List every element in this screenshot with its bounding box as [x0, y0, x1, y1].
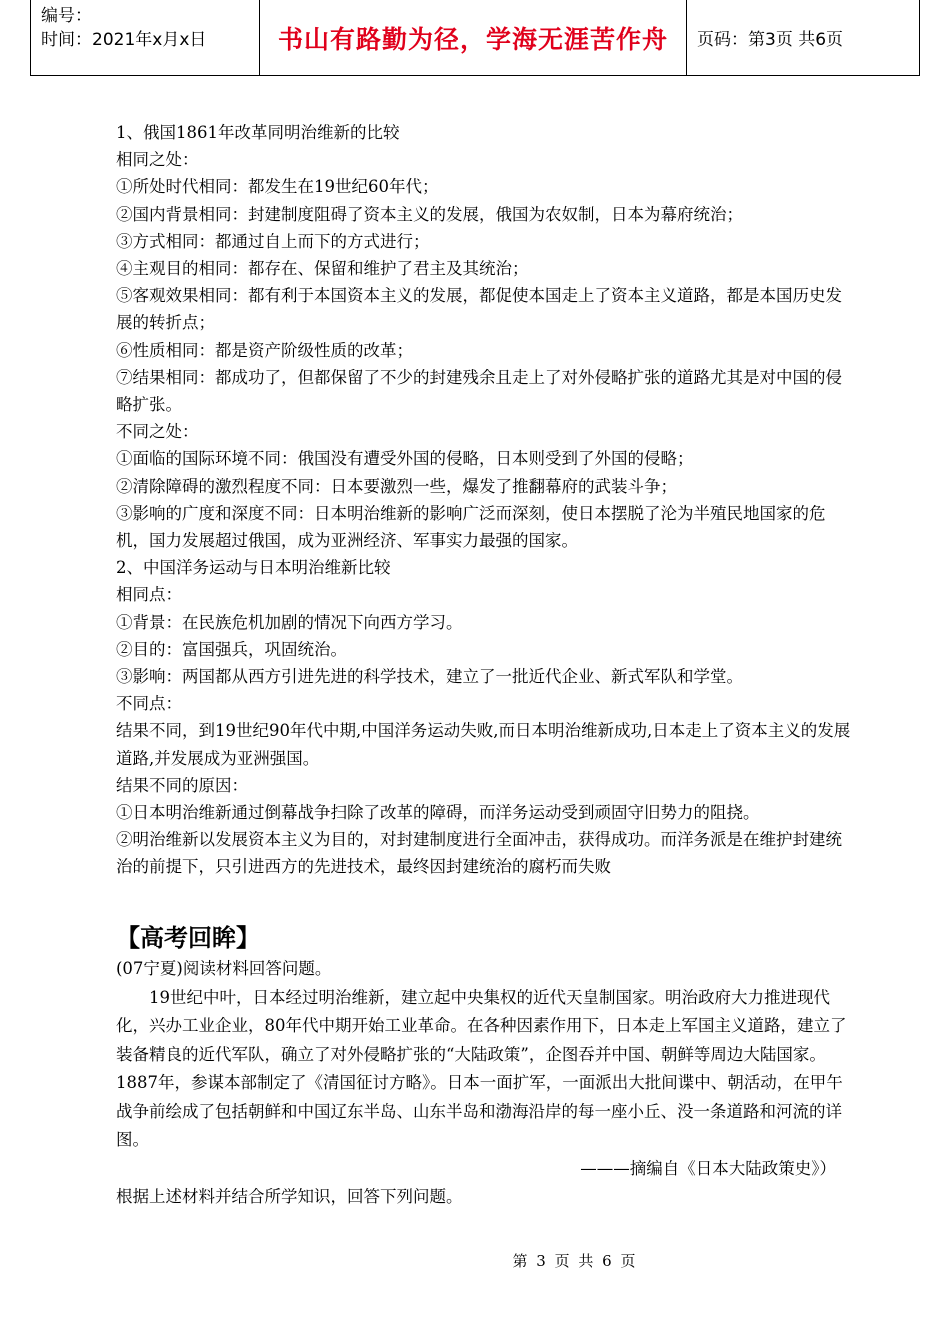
exam-review-title: 【高考回眸】: [116, 924, 260, 952]
body-line: ⑦结果相同：都成功了，但都保留了不少的封建残余且走上了对外侵略扩张的道路尤其是对中国的侵略扩张。: [116, 367, 842, 415]
body-line: ⑥性质相同：都是资产阶级性质的改革；: [116, 340, 413, 360]
body-line: ③影响：两国都从西方引进先进的科学技术，建立了一批近代企业、新式军队和学堂。: [116, 667, 743, 687]
body-line: 相同之处：: [116, 150, 199, 170]
body-line: 结果不同的原因：: [116, 775, 248, 795]
exam-review-section: [116, 955, 856, 1212]
body-line: 结果不同，到19世纪90年代中期,中国洋务运动失败,而日本明治维新成功,日本走上了资本主义的发展道路,并发展成为亚洲强国。: [116, 721, 851, 768]
body-line: 1、俄国1861年改革同明治维新的比较: [116, 123, 400, 142]
body-line: ①日本明治维新通过倒幕战争扫除了改革的障碍，而洋务运动受到顽固守旧势力的阻挠。: [116, 803, 760, 823]
body-line: ⑤客观效果相同：都有利于本国资本主义的发展，都促使本国走上了资本主义道路，都是本国历史发展的转折点；: [116, 286, 842, 333]
body-line: 相同点：: [116, 585, 182, 605]
comparison-section: [116, 119, 856, 881]
exam-source: ———摘编自《日本大陆政策史》）: [580, 1158, 836, 1178]
exam-intro: (07宁夏)阅读材料回答问题。: [116, 959, 332, 978]
header-motto: 书山有路勤为径，学海无涯苦作舟: [260, 0, 687, 75]
body-line: 不同点：: [116, 694, 182, 714]
body-line: 不同之处：: [116, 422, 199, 442]
body-line: 2、中国洋务运动与日本明治维新比较: [116, 558, 391, 578]
body-line: ①所处时代相同：都发生在19世纪60年代；: [116, 177, 439, 197]
body-line: ①面临的国际环境不同：俄国没有遭受外国的侵略，日本则受到了外国的侵略；: [116, 449, 694, 469]
time-label: 时间：2021年x月x日: [41, 30, 207, 50]
body-line: ②国内背景相同：封建制度阻碍了资本主义的发展，俄国为农奴制，日本为幕府统治；: [116, 204, 743, 224]
page-footer: 第 3 页 共 6 页: [512, 1252, 638, 1270]
body-line: ①背景：在民族危机加剧的情况下向西方学习。: [116, 612, 463, 632]
header-meta: [31, 0, 260, 75]
body-line: ③方式相同：都通过自上而下的方式进行；: [116, 231, 430, 251]
body-line: ②明治维新以发展资本主义为目的，对封建制度进行全面冲击，获得成功。而洋务派是在维护封建统治的前提下，只引进西方的先进技术，最终因封建统治的腐朽而失败: [116, 830, 842, 877]
exam-material-paragraph: 19世纪中叶，日本经过明治维新，建立起中央集权的近代天皇制国家。明治政府大力推进现代化，兴办工业企业，80年代中期开始工业革命。在各种因素作用下，日本走上军国主义道路，建立了装备精良的近代军队，确立了对外侵略扩张的“大陆政策”，企图吞并中国、朝鲜等周边大陆国家。1887年，参谋本部制定了《清国征讨方略》。日本一面扩军，一面派出大批间谍中、朝活动，在甲午战争前绘成了包括朝鲜和中国辽东半岛、山东半岛和渤海沿岸的每一座小丘、没一条道路和河流的详图。: [116, 987, 847, 1149]
body-line: ④主观目的相同：都存在、保留和维护了君主及其统治；: [116, 259, 529, 279]
exam-question: 根据上述材料并结合所学知识，回答下列问题。: [116, 1187, 463, 1206]
page-header: [30, 0, 920, 76]
body-line: ②目的：富国强兵，巩固统治。: [116, 639, 347, 659]
body-line: ③影响的广度和深度不同：日本明治维新的影响广泛而深刻，使日本摆脱了沦为半殖民地国家的危机，国力发展超过俄国，成为亚洲经济、军事实力最强的国家。: [116, 503, 826, 551]
header-page-label: 页码：第3页 共6页: [697, 30, 844, 50]
body-line: ②清除障碍的激烈程度不同：日本要激烈一些，爆发了推翻幕府的武装斗争；: [116, 476, 677, 496]
number-label: 编号：: [41, 6, 92, 26]
